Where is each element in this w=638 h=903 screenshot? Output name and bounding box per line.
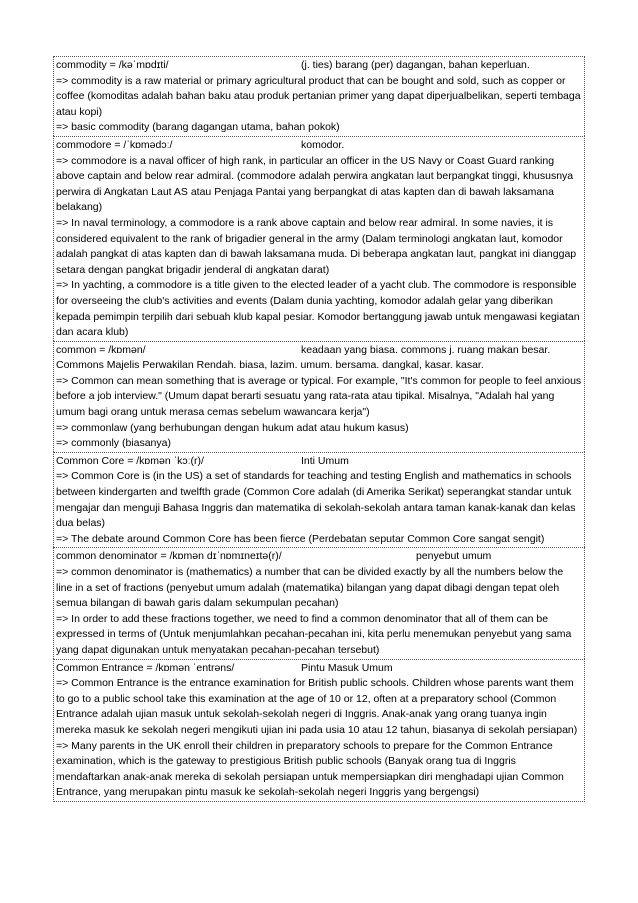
definition-line: Commons Majelis Perwakilan Rendah. biasa, lazim. umum. bersama. dangkal, kasar. kasar. xyxy=(56,359,484,372)
headword: Common Core = /kɒmən ˈkɔː(r)/ xyxy=(56,454,204,467)
headword: Common Entrance = /kɒmən ˈentrəns/ xyxy=(56,661,235,674)
definition-line: => commonly (biasanya) xyxy=(56,437,171,450)
definition-line: => The debate around Common Core has been fierce (Perdebatan seputar Common Core sangat sengit) xyxy=(56,532,545,545)
translation: Pintu Masuk Umum xyxy=(301,661,393,674)
entry-common-core xyxy=(53,452,585,548)
translation: (j. ties) barang (per) dagangan, bahan keperluan. xyxy=(301,59,530,71)
definition-line: => commodore is a naval officer of high rank, in particular an officer in the US Navy or Coast Guard ranking above captain and below rear admiral. (commodore adalah perwira angkatan laut berpangkat tinggi, khususnya perwira di Angkatan Laut AS atau Penjaga Pantai yang berpangkat di atas kapten dan di bawah laksamana belakang) xyxy=(56,154,574,214)
entry-commodore xyxy=(53,136,585,341)
definition-line: => common denominator is (mathematics) a number that can be divided exactly by all the numbers below the line in a set of fractions (penyebut umum adalah (matematika) bilangan yang dapat dibagi dengan tepat oleh semua bilangan di bawah garis dalam sekumpulan pecahan) xyxy=(56,566,564,610)
translation: komodor. xyxy=(301,138,345,151)
entry-common xyxy=(53,341,585,452)
definition-line: => Common Core is (in the US) a set of standards for teaching and testing English and mathematics in schools between kindergarten and twelfth grade (Common Core adalah (di Amerika Serikat) seperangkat standar untuk mengajar dan menguji Bahasa Inggris dan matematika di sekolah-sekolah antara taman kanak-kanak dan kelas dua belas) xyxy=(56,470,576,530)
definition-line: => Common can mean something that is average or typical. For example, "It's common for people to feel anxious before a job interview." (Umum dapat berarti sesuatu yang rata-rata atau tipikal. Misalnya, "Adalah hal yang umum bagi orang untuk merasa cemas sebelum wawancara kerja") xyxy=(56,374,582,419)
entry-common-entrance xyxy=(53,659,585,802)
definition-line: => Many parents in the UK enroll their children in preparatory schools to prepare for the Common Entrance examination, which is the gateway to prestigious British public schools (Banyak orang tua di Inggris mendaftarkan anak-anak mereka di sekolah persiapan untuk mempersiapkan diri menghadapi ujian Common Entrance, yang merupakan pintu masuk ke sekolah-sekolah negeri Inggris yang bergengsi) xyxy=(56,739,564,799)
headword: commodity = /kəˈmɒdɪti/ xyxy=(56,59,169,71)
entry-header xyxy=(56,58,582,74)
definition-line: => commonlaw (yang berhubungan dengan hukum adat atau hukum kasus) xyxy=(56,421,409,434)
entry-header xyxy=(56,343,582,359)
headword: commodore = /ˈkɒmədɔː/ xyxy=(56,138,173,151)
translation: Inti Umum xyxy=(301,454,349,467)
definition-line: => basic commodity (barang dagangan utama, bahan pokok) xyxy=(56,121,340,134)
entry-commodity xyxy=(53,56,585,136)
translation: keadaan yang biasa. commons j. ruang makan besar. xyxy=(301,343,551,356)
entry-header xyxy=(56,661,582,677)
definition-line: => Common Entrance is the entrance examination for British public schools. Children whose parents want them to go to a public school take this examination at the age of 10 or 12, often at a preparatory school (Common Entrance adalah ujian masuk untuk sekolah-sekolah negeri di Inggris. Anak-anak yang orang tuanya ingin mereka masuk ke sekolah negeri mengikuti ujian ini pada usia 10 atau 12 tahun, biasanya di sekolah persiapan) xyxy=(56,677,578,736)
definition-line: => In yachting, a commodore is a title given to the elected leader of a yacht club. The commodore is responsible for overseeing the club's activities and events (Dalam dunia yachting, komodor adalah gelar yang diberikan kepada pemimpin terpilih dari sebuah klub kapal pesiar. Komodor bertanggung jawab untuk mengawasi kegiatan dan acara klub) xyxy=(56,279,580,339)
entry-common-denominator xyxy=(53,547,585,658)
headword: common denominator = /kɒmən dɪˈnɒmɪneɪtə(r)/ xyxy=(56,550,282,563)
definition-line: => In naval terminology, a commodore is a rank above captain and below rear admiral. In some navies, it is considered equivalent to the rank of brigadier general in the army (Dalam terminologi angkatan laut, komodor adalah pangkat di atas kapten dan di bawah laksamana muda. Di beberapa angkatan laut, pangkat ini dianggap setara dengan pangkat brigadir jenderal di angkatan darat) xyxy=(56,216,577,276)
entry-header xyxy=(56,138,582,154)
definition-line: => commodity is a raw material or primary agricultural product that can be bought and sold, such as copper or coffee (komoditas adalah bahan baku atau produk pertanian primer yang dapat diperjualbelikan, seperti tembaga atau kopi) xyxy=(56,74,581,118)
dictionary-document xyxy=(53,56,585,802)
headword: common = /kɒmən/ xyxy=(56,343,146,356)
entry-header xyxy=(56,454,582,470)
definition-line: => In order to add these fractions together, we need to find a common denominator that all of them can be expressed in terms of (Untuk menjumlahkan pecahan-pecahan ini, kita perlu menemukan penyebut yang sama yang dapat digunakan untuk menyatakan pecahan-pecahan tersebut) xyxy=(56,612,572,656)
entry-header xyxy=(56,549,582,565)
translation: penyebut umum xyxy=(416,550,492,563)
